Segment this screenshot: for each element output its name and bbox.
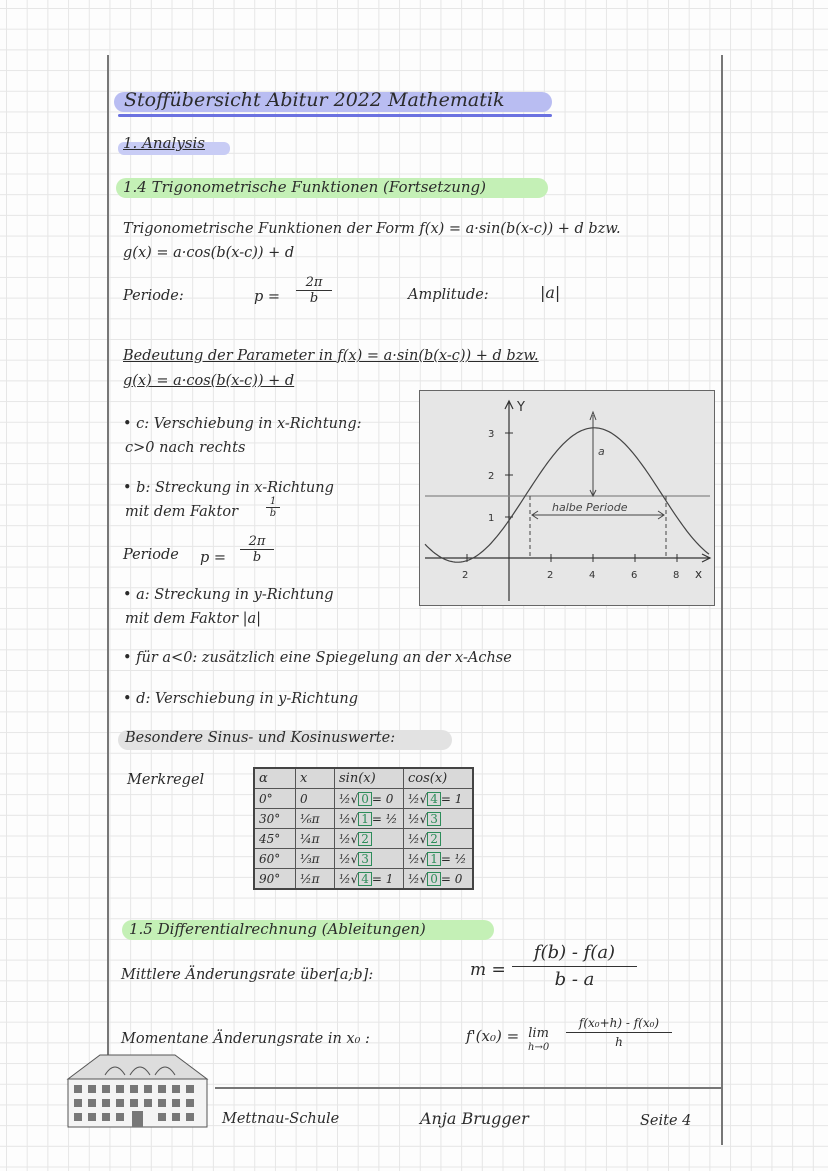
- param-heading-1: Bedeutung der Parameter in f(x) = a·sin(b(x-c)) + d bzw.: [123, 348, 539, 364]
- momentane-fraction: [566, 1014, 672, 1051]
- sine-graph: [419, 390, 715, 606]
- cell-cos: [404, 849, 474, 869]
- title-underline: [118, 114, 552, 117]
- cos-post: = ½: [440, 851, 467, 866]
- lim-sub: h→0: [528, 1042, 550, 1053]
- margin-line-right: [721, 55, 723, 1145]
- cell-x: 0: [296, 789, 335, 809]
- footer-page: Seite 4: [640, 1113, 692, 1129]
- cell-x: ⅙π: [296, 809, 335, 829]
- y-tick-label-3: 3: [488, 429, 495, 440]
- school-building-icon: [60, 1045, 215, 1130]
- sin-cos-table-wrap: [253, 767, 474, 890]
- periode-label: Periode:: [123, 288, 184, 304]
- mittlere-num: f(b) - f(a): [512, 940, 637, 967]
- cell-cos: [404, 829, 474, 849]
- momentane-label: Momentane Änderungsrate in x₀ :: [121, 1031, 370, 1047]
- header-x: x: [296, 768, 335, 789]
- sin-box: 3: [358, 852, 372, 866]
- cos-box: 4: [427, 792, 441, 806]
- intro-line-1: Trigonometrische Funktionen der Form f(x) = a·sin(b(x-c)) + d bzw.: [123, 221, 621, 237]
- periode-num: 2π: [296, 275, 332, 291]
- table-header-row: [254, 768, 473, 789]
- cell-x: ⅓π: [296, 849, 335, 869]
- table-row: [254, 789, 473, 809]
- periode-den: b: [309, 291, 319, 306]
- param-a-1: • a: Streckung in y-Richtung: [123, 587, 334, 603]
- b-factor-den: b: [269, 508, 277, 519]
- subheading-1-4: 1.4 Trigonometrische Funktionen (Fortsetzung): [123, 178, 487, 196]
- param-a-2: mit dem Faktor |a|: [125, 611, 262, 627]
- footer-author: Anja Brugger: [420, 1109, 529, 1128]
- footer-school: Mettnau-Schule: [222, 1111, 340, 1127]
- sin-pre: ½√: [339, 851, 359, 866]
- mittlere-label: Mittlere Änderungsrate über[a;b]:: [121, 967, 374, 983]
- mittlere-lhs: m =: [470, 960, 506, 980]
- momentane-lhs: f'(x₀) =: [466, 1027, 520, 1045]
- table-row: [254, 849, 473, 869]
- x-tick-label-2: 2: [547, 570, 554, 581]
- amplitude-label: a: [598, 445, 605, 458]
- periode2-num: 2π: [240, 534, 274, 550]
- param-heading-2: g(x) = a·cos(b(x-c)) + d: [123, 373, 295, 389]
- merkregel-label: Merkregel: [127, 772, 205, 788]
- cos-box: 3: [427, 812, 441, 826]
- cos-pre: ½√: [408, 791, 428, 806]
- cell-sin: [335, 829, 404, 849]
- sin-box: 1: [358, 812, 372, 826]
- cell-sin: [335, 789, 404, 809]
- header-alpha: α: [254, 768, 296, 789]
- footer-rule: [215, 1087, 721, 1089]
- sin-box: 4: [358, 872, 372, 886]
- cell-cos: [404, 869, 474, 890]
- lim-text: lim: [528, 1026, 549, 1041]
- header-sin: sin(x): [335, 768, 404, 789]
- table-row: [254, 869, 473, 890]
- param-c-1: • c: Verschiebung in x-Richtung:: [123, 416, 362, 432]
- cos-box: 2: [427, 832, 441, 846]
- mittlere-den: b - a: [554, 969, 595, 990]
- sin-pre: ½√: [339, 791, 359, 806]
- sin-pre: ½√: [339, 831, 359, 846]
- cell-alpha: 60°: [254, 849, 296, 869]
- section-title: 1. Analysis: [123, 134, 205, 152]
- cell-alpha: 30°: [254, 809, 296, 829]
- header-cos: cos(x): [404, 768, 474, 789]
- mittlere-fraction: [512, 940, 637, 993]
- momentane-den: h: [615, 1035, 623, 1049]
- y-tick-label-1: 1: [488, 513, 495, 524]
- param-c-2: c>0 nach rechts: [125, 440, 246, 456]
- sin-post: = ½: [371, 811, 398, 826]
- cell-sin: [335, 869, 404, 890]
- cell-alpha: 45°: [254, 829, 296, 849]
- table-row: [254, 829, 473, 849]
- cell-sin: [335, 809, 404, 829]
- margin-line-left: [107, 55, 109, 1090]
- param-neg-a: • für a<0: zusätzlich eine Spiegelung an der x-Achse: [123, 650, 512, 666]
- periode-fraction: [296, 275, 332, 306]
- cos-box: 0: [427, 872, 441, 886]
- cos-pre: ½√: [408, 851, 428, 866]
- x-tick-label-neg2: 2: [462, 570, 469, 581]
- param-b-1: • b: Streckung in x-Richtung: [123, 480, 334, 496]
- page-title: Stoffübersicht Abitur 2022 Mathematik: [124, 89, 505, 111]
- sin-pre: ½√: [339, 811, 359, 826]
- cell-cos: [404, 809, 474, 829]
- x-tick-label-6: 6: [631, 570, 638, 581]
- cell-x: ½π: [296, 869, 335, 890]
- periode-lhs: p =: [254, 289, 281, 305]
- momentane-num: f(x₀+h) - f(x₀): [566, 1014, 672, 1033]
- intro-line-2: g(x) = a·cos(b(x-c)) + d: [123, 245, 295, 261]
- cell-alpha: 0°: [254, 789, 296, 809]
- cos-box: 1: [427, 852, 441, 866]
- table-row: [254, 809, 473, 829]
- cell-sin: [335, 849, 404, 869]
- x-tick-label-8: 8: [673, 570, 680, 581]
- y-axis-label: Y: [517, 400, 525, 415]
- x-axis-label: x: [695, 567, 703, 581]
- b-factor: [266, 496, 280, 519]
- param-d: • d: Verschiebung in y-Richtung: [123, 691, 359, 707]
- subheading-1-5: 1.5 Differentialrechnung (Ableitungen): [129, 920, 426, 938]
- sine-curve: [425, 428, 709, 562]
- school-logo: [60, 1045, 215, 1134]
- sin-pre: ½√: [339, 871, 359, 886]
- periode2-fraction: [240, 534, 274, 565]
- cos-pre: ½√: [408, 871, 428, 886]
- periode2-label: Periode: [123, 547, 179, 563]
- sin-post: = 1: [371, 871, 394, 886]
- periode2-lhs: p =: [200, 550, 227, 566]
- cos-pre: ½√: [408, 811, 428, 826]
- amplitude-label: Amplitude:: [408, 287, 489, 303]
- periode2-den: b: [252, 550, 262, 565]
- cell-alpha: 90°: [254, 869, 296, 890]
- cell-cos: [404, 789, 474, 809]
- amplitude-value: |a|: [540, 283, 561, 302]
- limit: [528, 1027, 549, 1055]
- b-factor-num: 1: [266, 496, 280, 508]
- graph-svg: [420, 391, 713, 604]
- sin-cos-table: [253, 767, 474, 890]
- sin-box: 0: [358, 792, 372, 806]
- cos-pre: ½√: [408, 831, 428, 846]
- sin-post: = 0: [371, 791, 394, 806]
- cos-post: = 1: [440, 791, 463, 806]
- param-b-2: mit dem Faktor: [125, 504, 239, 520]
- y-tick-label-2: 2: [488, 471, 495, 482]
- table-heading: Besondere Sinus- und Kosinuswerte:: [125, 730, 396, 746]
- cos-post: = 0: [440, 871, 463, 886]
- half-period-label: halbe Periode: [552, 501, 628, 514]
- x-tick-label-4: 4: [589, 570, 596, 581]
- sin-box: 2: [358, 832, 372, 846]
- cell-x: ¼π: [296, 829, 335, 849]
